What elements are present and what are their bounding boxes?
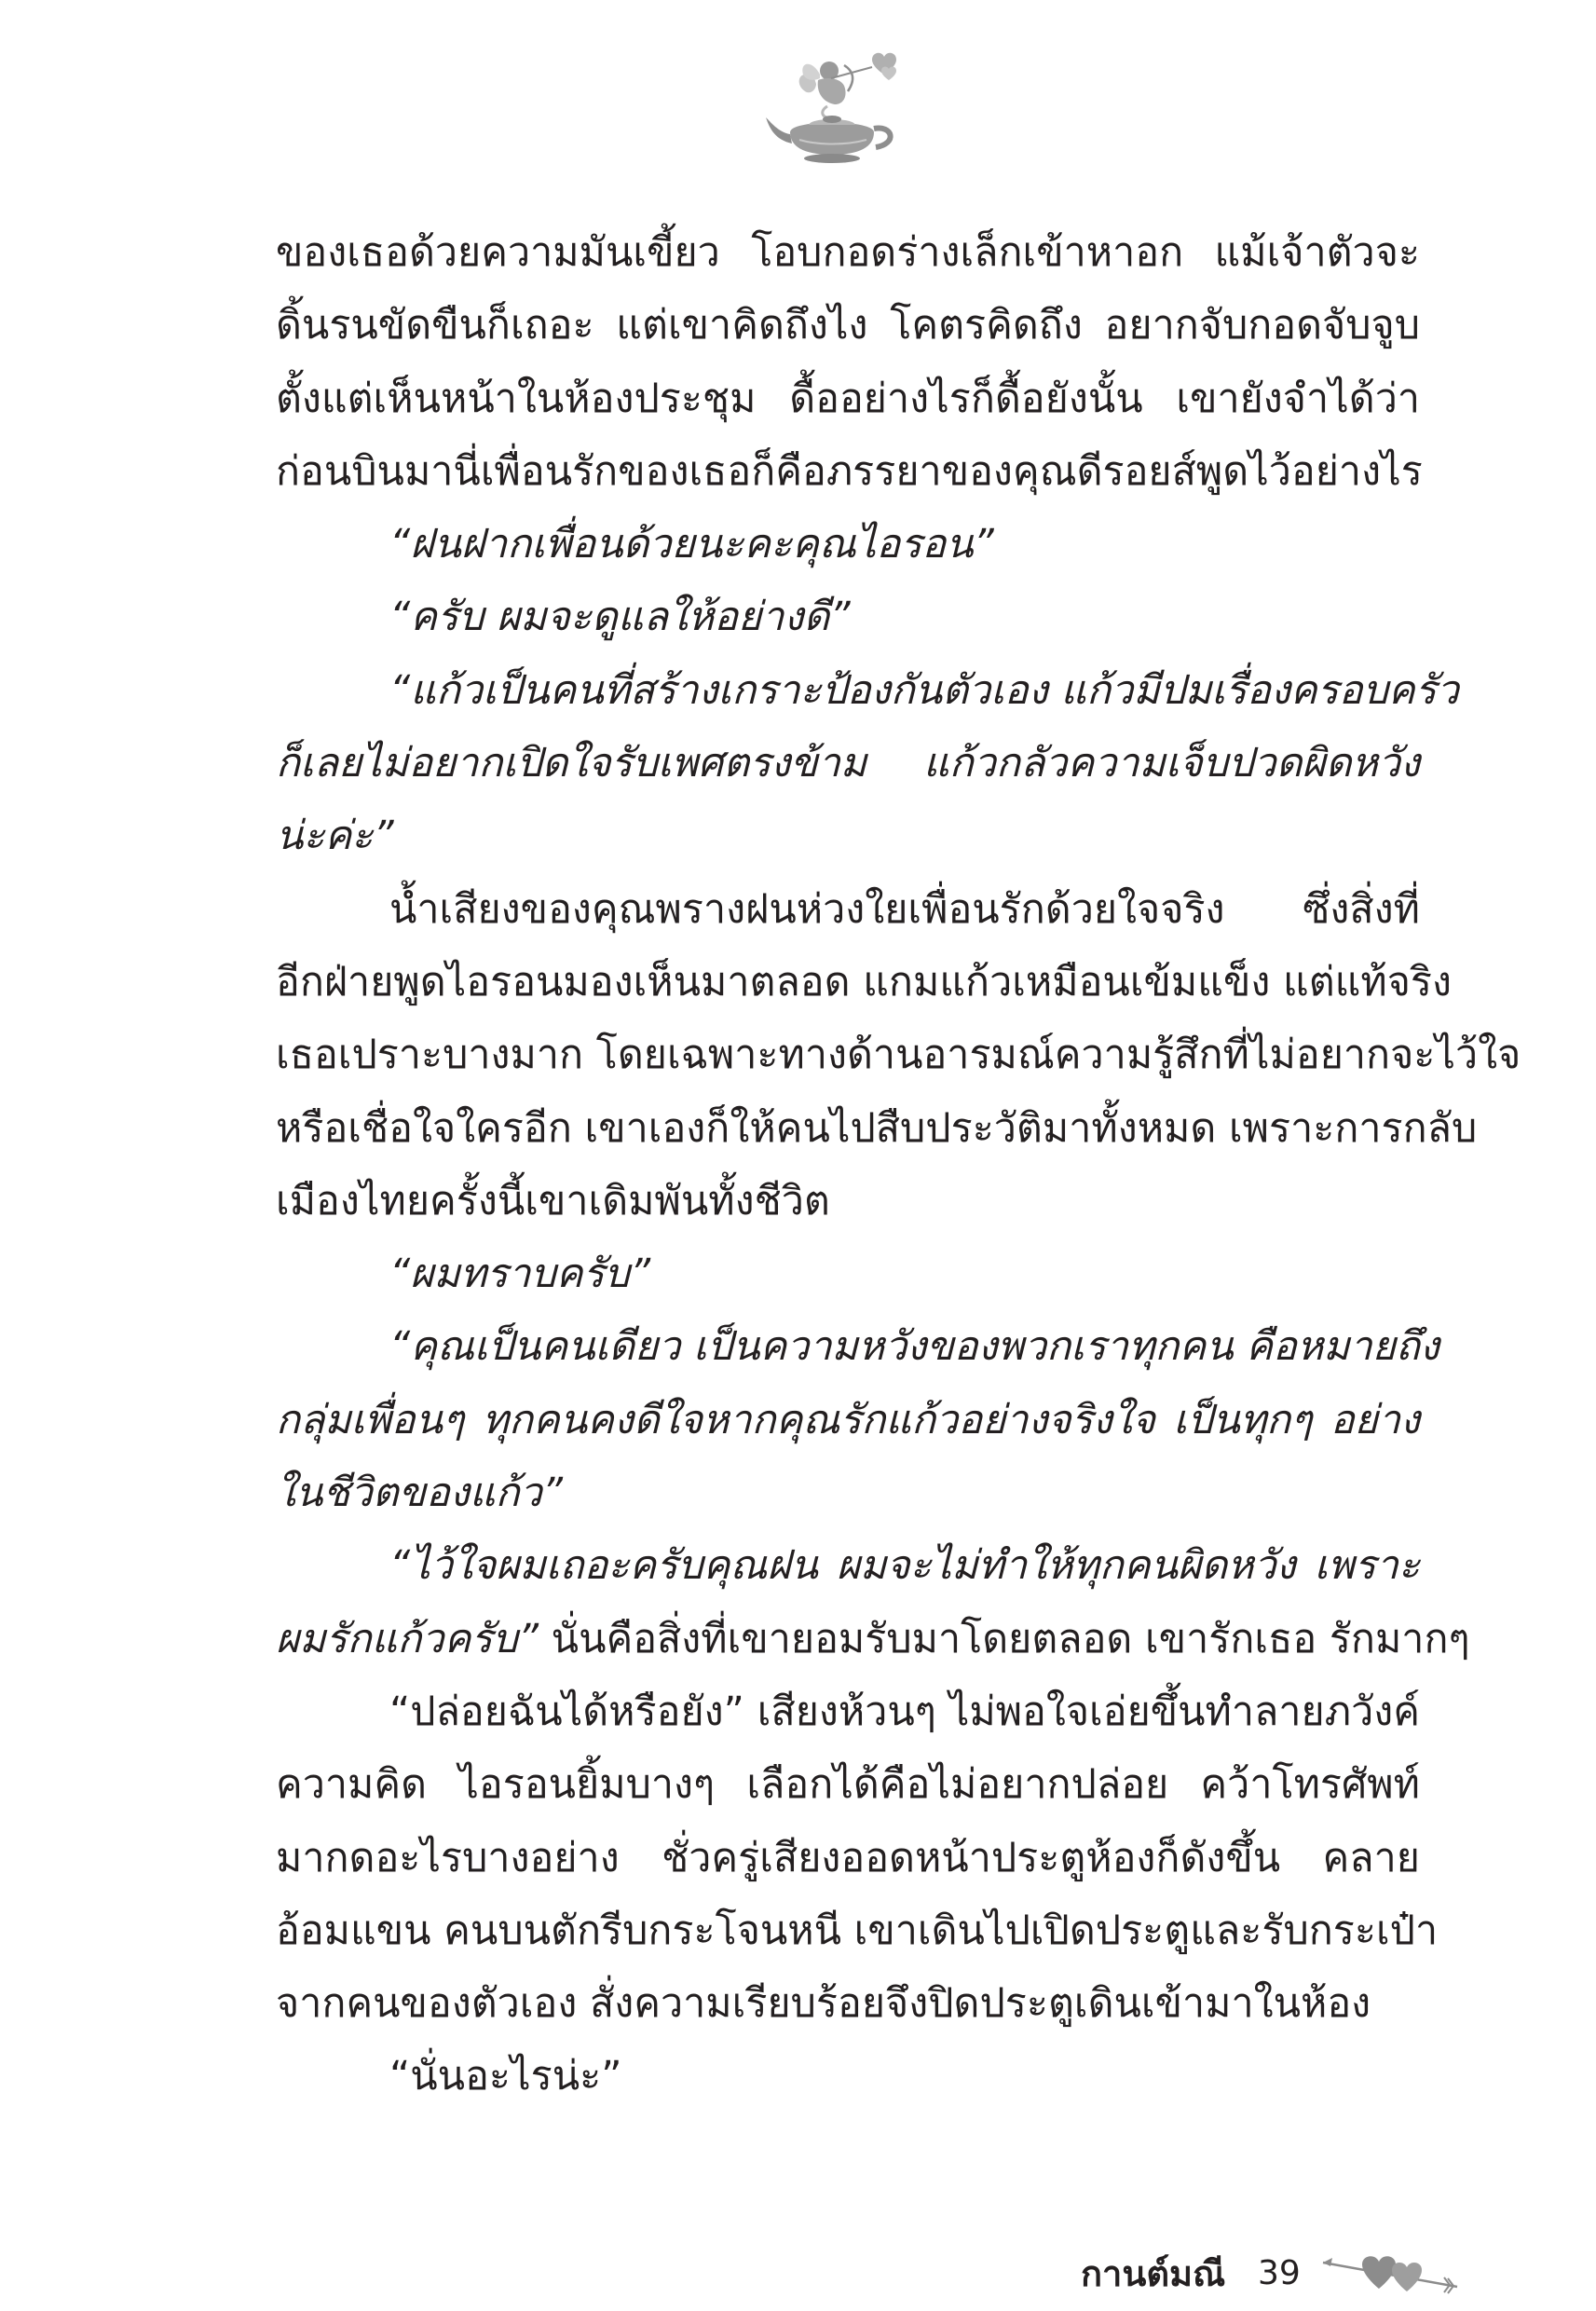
- dialogue-fragment: ผมรักแก้วครับ”: [276, 1615, 539, 1662]
- text-line: ก่อนบินมานี่เพื่อนรักของเธอก็คือภรรยาของคุณดีรอยส์พูดไว้อย่างไร: [276, 447, 1423, 495]
- text-line: น้ำเสียงของคุณพรางฝนห่วงใยเพื่อนรักด้วยใจจริง ซึ่งสิ่งที่: [389, 885, 1420, 933]
- dialogue-line: กลุ่มเพื่อนๆ ทุกคนคงดีใจหากคุณรักแก้วอย่างจริงใจ เป็นทุกๆ อย่าง: [276, 1396, 1420, 1443]
- text-line: หรือเชื่อใจใครอีก เขาเองก็ให้คนไปสืบประวัติมาทั้งหมด เพราะการกลับ: [276, 1104, 1478, 1152]
- dialogue-line: “ฝนฝากเพื่อนด้วยนะคะคุณไอรอน”: [389, 521, 994, 568]
- hearts-arrow-icon: [1321, 2249, 1461, 2298]
- dialogue-line: น่ะค่ะ”: [276, 813, 394, 860]
- text-line: “ปล่อยฉันได้หรือยัง” เสียงห้วนๆ ไม่พอใจเอ่ยขึ้นทำลายภวังค์: [389, 1688, 1420, 1735]
- dialogue-line: “ครับ ผมจะดูแลให้อย่างดี”: [389, 594, 851, 641]
- page-footer: [1081, 2246, 1481, 2302]
- dialogue-line: “ไว้ใจผมเถอะครับคุณฝน ผมจะไม่ทำให้ทุกคนผิดหวัง เพราะ: [389, 1542, 1420, 1590]
- text-line: ของเธอด้วยความมันเขี้ยว โอบกอดร่างเล็กเข้าหาอก แม้เจ้าตัวจะ: [276, 229, 1420, 276]
- cupid-teapot-icon: [762, 47, 921, 168]
- text-line: “นั่นอะไรน่ะ”: [389, 2053, 622, 2100]
- text-line: ตั้งแต่เห็นหน้าในห้องประชุม ดื้ออย่างไรก็ดื้อยังนั้น เขายังจำได้ว่า: [276, 375, 1420, 422]
- page-number: 39: [1258, 2254, 1301, 2292]
- text-line: ดิ้นรนขัดขืนก็เถอะ แต่เขาคิดถึงไง โคตรคิดถึง อยากจับกอดจับจูบ: [276, 302, 1420, 349]
- text-line: มากดอะไรบางอย่าง ชั่วครู่เสียงออดหน้าประตูห้องก็ดังขึ้น คลาย: [276, 1834, 1420, 1881]
- text-line: อีกฝ่ายพูดไอรอนมองเห็นมาตลอด แกมแก้วเหมือนเข้มแข็ง แต่แท้จริง: [276, 958, 1453, 1005]
- dialogue-line: “แก้วเป็นคนที่สร้างเกราะป้องกันตัวเอง แก้วมีปมเรื่องครอบครัว: [389, 666, 1459, 714]
- text-line: จากคนของตัวเอง สั่งความเรียบร้อยจึงปิดประตูเดินเข้ามาในห้อง: [276, 1980, 1371, 2028]
- dialogue-line: “ผมทราบครับ”: [389, 1251, 651, 1298]
- text-line: ความคิด ไอรอนยิ้มบางๆ เลือกได้คือไม่อยากปล่อย คว้าโทรศัพท์: [276, 1761, 1420, 1809]
- dialogue-line: “คุณเป็นคนเดียว เป็นความหวังของพวกเราทุกคน คือหมายถึง: [389, 1323, 1439, 1371]
- text-line: เมืองไทยครั้งนี้เขาเดิมพันทั้งชีวิต: [276, 1177, 830, 1224]
- body-text: [276, 216, 1521, 2113]
- dialogue-line: ในชีวิตของแก้ว”: [276, 1470, 564, 1517]
- narration-fragment: นั่นคือสิ่งที่เขายอมรับมาโดยตลอด เขารักเธอ รักมากๆ: [539, 1615, 1470, 1662]
- book-title: กานต์มณี: [1081, 2253, 1226, 2294]
- text-line: เธอเปราะบางมาก โดยเฉพาะทางด้านอารมณ์ความรู้สึกที่ไม่อยากจะไว้ใจ: [276, 1032, 1521, 1079]
- mixed-line: [276, 1603, 1470, 1675]
- text-line: อ้อมแขน คนบนตักรีบกระโจนหนี เขาเดินไปเปิดประตูและรับกระเป๋า: [276, 1907, 1439, 1954]
- dialogue-line: ก็เลยไม่อยากเปิดใจรับเพศตรงข้าม แก้วกลัวความเจ็บปวดผิดหวัง: [276, 740, 1420, 787]
